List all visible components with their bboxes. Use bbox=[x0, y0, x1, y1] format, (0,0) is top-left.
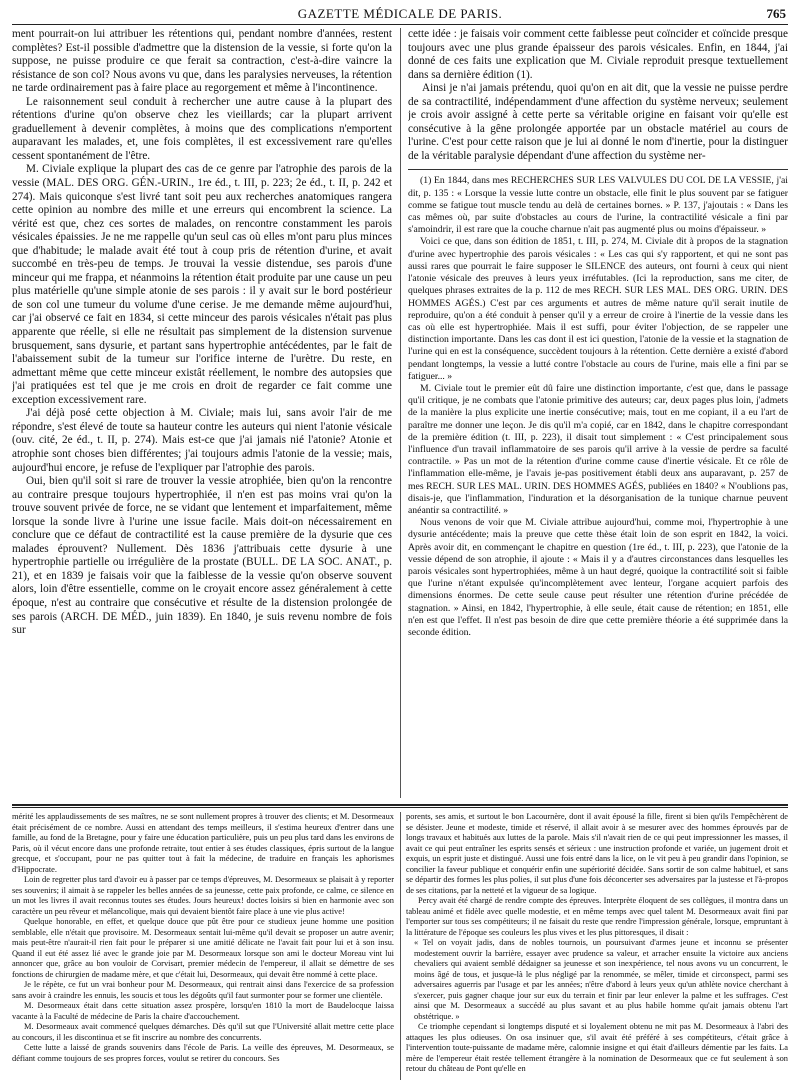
feuilleton-separator bbox=[12, 804, 788, 806]
article-paragraph: Oui, bien qu'il soit si rare de trouver la vessie atrophiée, bien qu'on la rencontre au contraire presque toujours hypertrophiée, il n'en est pas moins vrai qu'on la trouve souvent privée de force, ne se vidant que lentement et imparfaitement, même lorsque la sonde livre à l'urine une issue facile. Mais doit-on nécessairement en conclure que ce défaut de contractilité est la cause première de la dysurie que ces malades éprouvent? Nullement. Dès 1836 j'attribuais cette dysurie à une hypertrophie partielle ou irrégulière de la prostate (BULL. DE LA SOC. ANAT., p. 21), et en 1839 je faisais voir que la faiblesse de la vessie qu'on observe souvent alors, loin d'être essentielle, comme on le croyait encore assez généralement à cette époque, n'est au contraire que consécutive et résulte de la distension prolongée de ses parois (ARCH. DE MÉD., juin 1839). En 1840, je suis revenu nombre de fois sur bbox=[12, 475, 392, 637]
feuilleton-paragraph: Loin de regretter plus tard d'avoir eu à passer par ce temps d'épreuves, M. Desormeaux se plaisait à y reporter ses souvenirs; il aimait à se rappeler les belles années de sa jeunesse, cette paix profonde, ce calme, ce silence en un mot les livres il avait reconnus toutes ses études. Jours heureux! doctes loisirs si bien en harmonie avec son caractère un peu rêveur et mélancolique, mais qui devaient bientôt faire place à une vie plus active! bbox=[12, 875, 394, 916]
feuilleton-paragraph: Je le répète, ce fut un vrai bonheur pour M. Desormeaux, qui rentrait ainsi dans l'exercice de sa profession sans avoir à craindre les ennuis, les soucis et tous les dégoûts qu'il faut surmonter pour se former une clientèle. bbox=[12, 980, 394, 1000]
article-paragraph: J'ai déjà posé cette objection à M. Civiale; mais lui, sans avoir l'air de me répondre, s'est élevé de toute sa hauteur contre les auteurs qui nient l'atonie vésicale (ouv. cité, 2e éd., t. II, p. 274). Mais est-ce que j'ai jamais nié l'atonie? Atonie et atrophie sont choses bien différentes; j'ai toujours admis l'atonie de la vessie; mais, aujourd'hui encore, je refuse de l'expliquer par l'atrophie des parois. bbox=[12, 407, 392, 474]
footnote-paragraph: Nous venons de voir que M. Civiale attribue aujourd'hui, comme moi, l'hypertrophie à une dysurie antécédente; mais la preuve que cette thèse était loin de son esprit en 1842, la voici. Après avoir dit, en commençant le chapitre en question (1re éd., t. III, p. 223), que l'atonie de la vessie dépend de son atrophie, il ajoute : « Mais il y a d'autres circonstances dans lesquelles les parois vésicales sont hypertrophiées, même à un haut degré, quoique la contractilité soit si faible que l'urine n'étant expulsée qu'incomplètement avec lenteur, l'organe acquiert parfois des dimensions énormes. De cette seule cause peut résulter une rétention d'urine précédée de stagnation. » Ainsi, en 1842, l'hypertrophie, à elle seule, était cause de rétention; en 1851, elle n'en est que l'effet. Il n'est pas besoin de dire que cette première théorie a été supprimée dans la seconde édition. bbox=[408, 517, 788, 638]
feuilleton-quote: « Tel on voyait jadis, dans de nobles tournois, un poursuivant d'armes jeune et inconnu se présenter modestement ouvrir la barrière, essayer avec prudence sa valeur, et arracher ensuite la victoire aux anciens chevaliers qui avaient semblé dédaigner sa jeunesse et son inexpérience, tel nous avons vu un concurrent, le moins âgé de tous, et jusque-là le plus négligé par la renommée, se mêler, timide et circonspect, parmi ses adversaires aguerris par l'usage et par les années; n'être d'abord à leurs yeux qu'un athlète novice cherchant à s'exercer, puis gagner chaque jour sur eux du terrain et finir par leur enlever la palme et les suffrages. C'est ainsi que M. Desormeaux a succédé au plus savant et au plus habile homme qu'ait jamais obtenu l'art obstétrique. » bbox=[414, 938, 788, 1021]
article-paragraph: ment pourrait-on lui attribuer les rétentions qui, pendant nombre d'années, restent complètes? Est-il possible d'admettre que la distension de la vessie, si forte qu'on la suppose, ne puisse produire ce que ferait sa contraction, c'est-à-dire vaincre la résistance de son col? Nous avons vu que, dans les paralysies nerveuses, la rétention ne tarde ordinairement pas à faire place au regorgement et même à l'incontinence. bbox=[12, 28, 392, 95]
footnote-paragraph: Voici ce que, dans son édition de 1851, t. III, p. 274, M. Civiale dit à propos de la stagnation d'urine avec hypertrophie des parois vésicales : « Les cas qui s'y rapportent, et qui ne sont pas aussi rares que pourrait le faire supposer le SILENCE des auteurs, ont fourni à ceux qui nient l'atonie vésicale des preuves à leurs yeux irréfutables. (Ici la reproduction, sans me citer, de quelques phrases extraites de la p. 112 de mes RECH. SUR LES MAL. DES ORG. URIN. DES HOMMES AGÉS.) C'est par ces arguments et autres de même nature qu'il serait inutile de reproduire, qu'on a été conduit à penser qu'il y a erreur de croire à l'inertie de la vessie dans les cas où elle est hypertrophiée. Mais il est suffi, pour éviter l'objection, de se rappeler une distinction importante. Dans les cas dont il est ici question, l'atonie de la vessie et la stagnation de l'urine qui en est la conséquence, succèdent toujours à la rétention. Cette dernière a existé d'abord pendant longtemps, la vessie a lutté contre l'obstacle au cours de l'urine, mais elle a fini par se fatiguer... » bbox=[408, 236, 788, 382]
article-column-right bbox=[408, 28, 788, 798]
feuilleton-paragraph: porents, ses amis, et surtout le bon Lacournère, dont il avait épousé la fille, firent si bien qu'ils l'empêchèrent de se désister. Jeune et modeste, timide et réservé, il allait avoir à se mesurer avec des hommes éprouvés par de longs travaux et habitués aux luttes de la parole. Mais s'il n'avait rien de ce qui peut impressionner les masses, il avait ce qui peut entraîner les esprits sensés et sérieux : une instruction profonde et variée, un jugement droit et exquis, un esprit juste et distingué. Aussi une fois entré dans la lice, on le vit peu à peu grandir dans l'opinion, se concilier la faveur publique et conquérir enfin une supériorité décidée. Sans sortir de son calme habituel, et sans se départir des formes les plus polies, il sut plus d'une fois déconcerter ses adversaires par la justesse et l'à-propos de ses citations, par la netteté et la vigueur de sa logique. bbox=[406, 812, 788, 895]
feuilleton-column-left bbox=[12, 812, 394, 1080]
feuilleton-column-right bbox=[406, 812, 788, 1080]
article-column-left bbox=[12, 28, 392, 798]
article-paragraph: M. Civiale explique la plupart des cas de ce genre par l'atrophie des parois de la vessie (MAL. DES ORG. GÉN.-URIN., 1re éd., t. III, p. 223; 2e éd., t. II, p. 242 et 274). Mais quiconque s'est livré tant soit peu aux recherches anatomiques rangera cette opinion au nombre des mille et une erreurs qui encombrent la science. La vérité est que, chez ces sortes de malades, on rencontre constamment les parois vésicales épaissies. Je ne me rappelle qu'un seul cas où elles m'ont paru plus minces que d'habitude; le malade avait été tout à coup pris de rétention d'urine, et avait succombé en très-peu de temps. Je trouvai la vessie distendue, ses parois d'une minceur qui me frappa, et néanmoins la rétention était produite par une cause un peu plus matérielle qu'une simple atonie de ses parois : il y avait sur le bord postérieur de son col une tumeur du volume d'une cerise. Je me demande même aujourd'hui, car j'ai observé ce fait en 1834, si cette minceur des parois vésicales n'était pas plus apparente que réelle, si elle ne résultait pas simplement de la distension survenue brusquement, sans dysurie, et partant sans hypertrophie antécédentes, par le fait de l'abaissement subit de la tumeur sur l'orifice interne de l'urètre. Du reste, en admettant même que cette minceur existât réellement, le nombre des autopsies que j'ai pratiquées est tel que je me crois en droit de regarder ce fait comme une exception excessivement rare. bbox=[12, 163, 392, 406]
feuilleton-paragraph: M. Desormeaux avait commencé quelques démarches. Dès qu'il sut que l'Université allait mettre cette place au concours, il les discontinua et se fit inscrire au nombre des concurrents. bbox=[12, 1022, 394, 1042]
footnotes bbox=[408, 175, 788, 639]
feuilleton-paragraph: Cette lutte a laissé de grands souvenirs dans l'école de Paris. La veille des épreuves, M. Desormeaux, se défiant comme toujours de ses propres forces, voulut se retirer du concours. Ses bbox=[12, 1043, 394, 1063]
footnote-rule bbox=[408, 169, 788, 170]
article-paragraph: Le raisonnement seul conduit à rechercher une autre cause à la plupart des rétentions d'urine qu'on observe chez les vieillards; car la plupart arrivent graduellement à devenir complètes, à moins que des complications n'emportent auparavant les malades, et, une fois complètes, il est excessivement rare qu'elles cessent spontanément de l'être. bbox=[12, 95, 392, 162]
newspaper-page bbox=[12, 4, 788, 1081]
article-paragraph: Ainsi je n'ai jamais prétendu, quoi qu'on en ait dit, que la vessie ne puisse perdre de sa contractilité, indépendamment d'une affection du système nerveux; seulement je crois avoir assigné à cette perte sa véritable origine en faisant voir qu'elle est consécutive à la gêne prolongée apportée par un obstacle matériel au cours de l'urine. C'est pour cette raison que je lui ai donné le nom d'inertie, pour la distinguer de la véritable paralysie dépendant d'une affection du système ner- bbox=[408, 82, 788, 162]
page-header bbox=[12, 4, 788, 25]
page-number: 765 bbox=[766, 6, 786, 21]
feuilleton-paragraph: Percy avait été chargé de rendre compte des épreuves. Interprète éloquent de ses collègues, il montra dans un tableau animé et fidèle avec quelle modestie, et en même temps avec quel talent M. Desormeaux avait fini par l'emporter sur tous ses compétiteurs; il ne faisait du reste que rendre l'impression générale, lorsque, empruntant à la littérature de l'époque ses couleurs les plus vives et les plus pittoresques, il disait : bbox=[406, 896, 788, 937]
footnote-paragraph: M. Civiale tout le premier eût dû faire une distinction importante, c'est que, dans le passage qu'il critique, je ne combats que l'atonie primitive des auteurs; car, deux pages plus loin, j'admets de la manière la plus explicite une inertie consécutive; mais, tout en me copiant, il a eu l'art de paraître me donner une leçon. Je dis qu'il m'a copié, car en 1842, dans le chapitre correspondant de la première édition (t. III, p. 223), il disait tout simplement : « C'est principalement sous l'influence d'un travail inflammatoire de ses parois qu'il arrive à la vessie de perdre sa faculté contractile. » Pas un mot de la rétention d'urine comme cause d'inertie vésicale. Et ce rôle de l'inflammation elle-même, je l'avais je-pas positivement établi deux ans auparavant, p. 257 de mes RECH. SUR LES MAL. URIN. DES HOMMES AGÉS, publiées en 1840? « N'oublions pas, disais-je, que l'inflammation, l'induration et la désorganisation de la tunique charnue peuvent anéantir sa contractilité. » bbox=[408, 382, 788, 516]
article-section bbox=[12, 28, 788, 798]
article-paragraph: cette idée : je faisais voir comment cette faiblesse peut coïncider et coïncide presque toujours avec une plus grande épaisseur des parois vésicales. Enfin, en 1844, j'ai donné de ces faits une explication que M. Civiale reproduit presque textuellement dans sa dernière édition (1). bbox=[408, 28, 788, 81]
feuilleton-paragraph: Ce triomphe cependant si longtemps disputé et si loyalement obtenu ne mit pas M. Desormeaux à l'abri des attaques les plus odieuses. On osa insinuer que, s'il avait été préféré à ses compétiteurs, c'était grâce à l'intervention toute-puissante de madame mère, calomnie insigne et qui était d'ailleurs démentie par les faits. La mère de l'empereur était restée tellement étrangère à la nomination de Desormeaux que ce fut seulement à son retour du château de Pont qu'elle en bbox=[406, 1022, 788, 1073]
column-divider bbox=[400, 28, 401, 798]
journal-title: GAZETTE MÉDICALE DE PARIS. bbox=[297, 6, 503, 21]
article-continuation bbox=[408, 28, 788, 163]
footnote-paragraph: (1) En 1844, dans mes RECHERCHES SUR LES VALVULES DU COL DE LA VESSIE, j'ai dit, p. 135 : « Lorsque la vessie lutte contre un obstacle, elle finit le plus souvent par se fatiguer comme se fatigue tout muscle tendu au delà de certaines bornes. » P. 137, j'ajoutais : « Dans les cas mêmes où, par suite d'obstacles au cours de l'urine, la contractilité vésicale a fini par s'amoindrir, il est rare que la couche charnue n'ait pas augmenté plus ou moins d'épaisseur. » bbox=[408, 175, 788, 236]
feuilleton-column-divider bbox=[400, 812, 401, 1080]
feuilleton-paragraph: Quelque honorable, en effet, et quelque douce que pût être pour ce studieux jeune homme une position semblable, elle n'était que provisoire. M. Desormeaux sentait lui-même qu'il devait se proposer un autre avenir; mais peut-être n'aurait-il rien fait pour le préparer si une amitié délicate ne l'avait fait pour lui et à son insu. Quand il eut été assez lié avec le grande joie par M. Desormeaux lorsque son ami le docteur Moreau vint lui annoncer que, grâce au bon vouloir de Corvisart, premier médecin de l'empereur, il allait se démettre de ses fonctions de chirurgien de madame mère, et que c'était lui, Desormeaux, qui devait être nommé à cette place. bbox=[12, 917, 394, 979]
feuilleton-separator-thin bbox=[12, 807, 788, 808]
feuilleton-paragraph: M. Desormeaux était dans cette situation assez prospère, lorsqu'en 1810 la mort de Baudelocque laissa vacante à la Faculté de médecine de Paris la chaire d'accouchement. bbox=[12, 1001, 394, 1021]
feuilleton-paragraph: mérité les applaudissements de ses maîtres, ne se sont nullement propres à trouver des clients; et M. Desormeaux était précisément de ce nombre. Aussi en attendant des temps meilleurs, il s'estima heureux d'entrer dans une famille, au fond de la Bretagne, pour y faire une éducation particulière, puis un peu plus tard dans les environs de Paris, où il vécut encore dans une profonde retraite, tout entier à ses études classiques, épris surtout de la langue grecque, et s'occupant, pour ne pas quitter tout à fait la médecine, de traduire en français les aphorismes d'Hippocrate. bbox=[12, 812, 394, 874]
feuilleton-section bbox=[12, 812, 788, 1080]
